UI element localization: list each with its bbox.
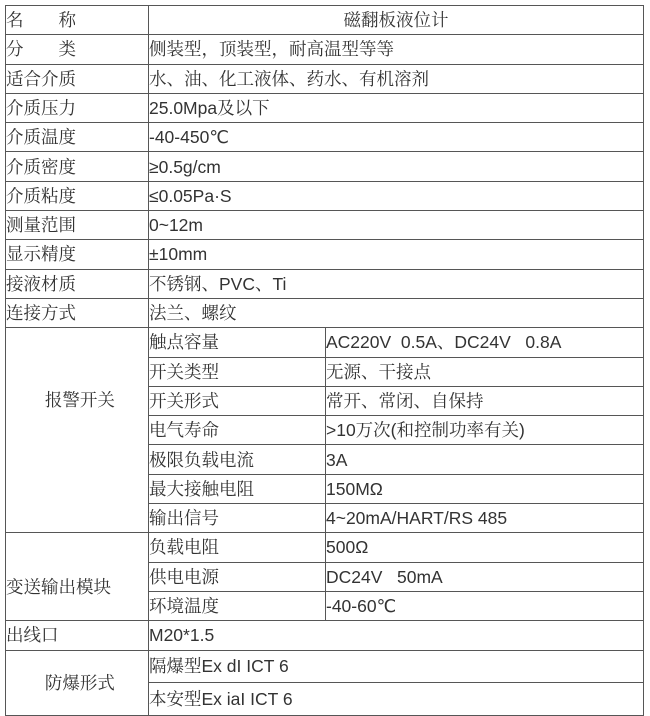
group-label-alarm-switch bbox=[6, 328, 149, 533]
row-value: AC220V 0.5A、DC24V 0.8A bbox=[326, 328, 644, 357]
row-label: 测量范围 bbox=[6, 211, 149, 240]
row-value: 水、油、化工液体、药水、有机溶剂 bbox=[149, 64, 644, 93]
row-label: 介质温度 bbox=[6, 123, 149, 152]
group-label-text: 变送输出模块 bbox=[6, 576, 111, 597]
row-value: ≤0.05Pa·S bbox=[149, 181, 644, 210]
table-row bbox=[6, 240, 644, 269]
group-label-text: 防爆形式 bbox=[44, 672, 115, 693]
group-label-explosion-proof bbox=[6, 650, 149, 715]
row-value: 常开、常闭、自保持 bbox=[326, 386, 644, 415]
row-value: 4~20mA/HART/RS 485 bbox=[326, 504, 644, 533]
table-row bbox=[6, 328, 644, 357]
row-value: 侧装型，顶装型，耐高温型等等 bbox=[149, 35, 644, 64]
table-row bbox=[6, 533, 644, 562]
table-row bbox=[6, 64, 644, 93]
table-row bbox=[6, 6, 644, 35]
table-row bbox=[6, 93, 644, 122]
row-label: 出线口 bbox=[6, 621, 149, 650]
row-value: >10万次(和控制功率有关) bbox=[326, 416, 644, 445]
table-row bbox=[6, 35, 644, 64]
row-param: 触点容量 bbox=[149, 328, 326, 357]
row-label: 连接方式 bbox=[6, 298, 149, 327]
row-param: 环境温度 bbox=[149, 591, 326, 620]
row-param: 供电电源 bbox=[149, 562, 326, 591]
group-label-transmitter-module bbox=[6, 533, 149, 621]
row-value: ≥0.5g/cm bbox=[149, 152, 644, 181]
table-row bbox=[6, 181, 644, 210]
row-param: 极限负载电流 bbox=[149, 445, 326, 474]
row-value: 3A bbox=[326, 445, 644, 474]
table-row bbox=[6, 650, 644, 683]
row-value: 0~12m bbox=[149, 211, 644, 240]
row-param: 输出信号 bbox=[149, 504, 326, 533]
row-value: 法兰、螺纹 bbox=[149, 298, 644, 327]
table-row bbox=[6, 298, 644, 327]
row-value: M20*1.5 bbox=[149, 621, 644, 650]
row-param: 开关类型 bbox=[149, 357, 326, 386]
row-value: -40-60℃ bbox=[326, 591, 644, 620]
row-value: 25.0Mpa及以下 bbox=[149, 93, 644, 122]
row-value: 隔爆型Ex dI ICT 6 bbox=[149, 650, 644, 683]
table-row bbox=[6, 621, 644, 650]
row-label: 适合介质 bbox=[6, 64, 149, 93]
table-row bbox=[6, 269, 644, 298]
row-value: 150MΩ bbox=[326, 474, 644, 503]
row-value: -40-450℃ bbox=[149, 123, 644, 152]
row-param: 开关形式 bbox=[149, 386, 326, 415]
row-label: 介质压力 bbox=[6, 93, 149, 122]
row-value: 无源、干接点 bbox=[326, 357, 644, 386]
row-label: 分 类 bbox=[6, 35, 149, 64]
row-value: DC24V 50mA bbox=[326, 562, 644, 591]
row-value: 500Ω bbox=[326, 533, 644, 562]
group-label-text: 报警开关 bbox=[44, 390, 115, 411]
row-value: ±10mm bbox=[149, 240, 644, 269]
row-label: 接液材质 bbox=[6, 269, 149, 298]
row-value: 不锈钢、PVC、Ti bbox=[149, 269, 644, 298]
row-param: 电气寿命 bbox=[149, 416, 326, 445]
table-row bbox=[6, 123, 644, 152]
row-label: 名 称 bbox=[6, 6, 149, 35]
row-value: 磁翻板液位计 bbox=[149, 6, 644, 35]
row-label: 介质粘度 bbox=[6, 181, 149, 210]
table-row bbox=[6, 152, 644, 181]
product-spec-table bbox=[5, 5, 644, 716]
row-label: 显示精度 bbox=[6, 240, 149, 269]
row-value: 本安型Ex iaI ICT 6 bbox=[149, 683, 644, 716]
row-label: 介质密度 bbox=[6, 152, 149, 181]
row-param: 最大接触电阻 bbox=[149, 474, 326, 503]
table-row bbox=[6, 211, 644, 240]
row-param: 负载电阻 bbox=[149, 533, 326, 562]
